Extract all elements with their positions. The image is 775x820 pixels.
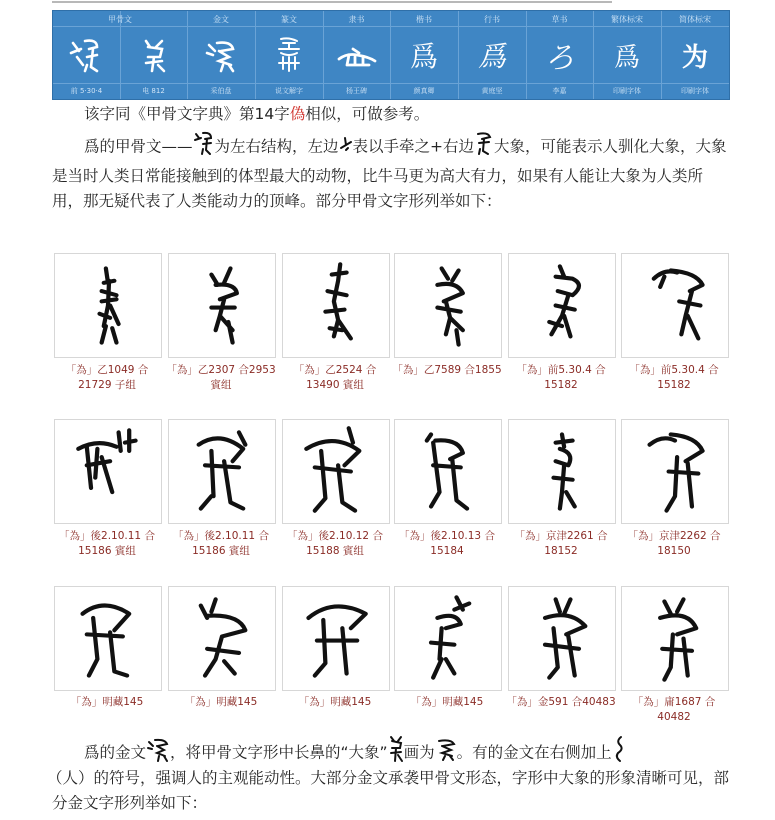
caption-line-1: 「為」京津2262 合 xyxy=(627,530,721,542)
caption-line-1: 「為」前5.30.4 合 xyxy=(516,364,606,376)
oracle-inline-glyph xyxy=(193,130,215,164)
banner-col-bronze xyxy=(187,11,256,99)
oracle-form-image[interactable] xyxy=(168,586,276,691)
oracle-form-image[interactable] xyxy=(394,586,502,691)
caption-line-2: 40482 xyxy=(657,711,691,723)
oracle-form-image[interactable] xyxy=(508,419,616,524)
banner-footer: 印刷字体 xyxy=(613,87,641,95)
banner-header: 楷书 xyxy=(416,15,432,24)
banner-header: 行书 xyxy=(484,15,500,24)
oracle-form-caption xyxy=(48,363,166,393)
caption-line-1: 「為」明藏145 xyxy=(410,696,484,708)
oracle-glyph-2 xyxy=(120,35,187,75)
regular-glyph: 爲 xyxy=(409,40,438,73)
oracle-form-image[interactable] xyxy=(508,586,616,691)
banner-header: 简体标宋 xyxy=(679,15,711,24)
oracle-form-image[interactable] xyxy=(282,253,390,358)
hand-inline-glyph xyxy=(339,134,353,160)
running-glyph: 爲 xyxy=(477,40,506,73)
oracle-form-image[interactable] xyxy=(621,253,729,358)
oracle-form-caption xyxy=(388,529,506,559)
oracle-form-caption xyxy=(162,363,280,393)
caption-line-2: 15182 xyxy=(544,379,578,391)
banner-footer: 说文解字 xyxy=(275,87,303,95)
caption-line-1: 「為」乙7589 合1855 xyxy=(392,364,502,376)
banner-header: 草书 xyxy=(551,15,568,24)
caption-line-1: 「為」明藏145 xyxy=(184,696,258,708)
banner-header: 甲骨文 xyxy=(108,15,132,24)
caption-line-1: 「為」明藏145 xyxy=(70,696,144,708)
caption-line-2: 13490 賓组 xyxy=(306,379,364,391)
caption-line-2: 15188 賓组 xyxy=(306,545,364,557)
banner-header: 隶书 xyxy=(348,15,365,24)
oracle-form-image[interactable] xyxy=(621,586,729,691)
traditional-glyph: 爲 xyxy=(613,42,640,73)
oracle-form-image[interactable] xyxy=(282,419,390,524)
caption-line-1: 「為」京津2261 合 xyxy=(514,530,608,542)
script-evolution-banner xyxy=(52,10,730,100)
oracle-form-caption xyxy=(502,695,620,710)
oracle-form-caption xyxy=(615,363,733,393)
oracle-form-image[interactable] xyxy=(394,253,502,358)
clerical-glyph xyxy=(323,35,390,75)
caption-line-1: 「為」庸1687 合 xyxy=(632,696,716,708)
oracle-form-caption xyxy=(162,529,280,559)
oracle-form-image[interactable] xyxy=(54,586,162,691)
caption-line-2: 15186 賓组 xyxy=(78,545,136,557)
caption-line-1: 「為」明藏145 xyxy=(298,696,372,708)
oracle-form-image[interactable] xyxy=(282,586,390,691)
oracle-form-image[interactable] xyxy=(168,419,276,524)
caption-line-2: 18150 xyxy=(657,545,691,557)
bronze-text-3: 画为 xyxy=(403,743,435,762)
oracle-paragraph xyxy=(52,130,732,214)
banner-col-running xyxy=(458,11,527,99)
oracle-text-1: 爲的甲骨文—— xyxy=(84,137,193,156)
banner-footer: 前 5·30·4 xyxy=(70,87,103,95)
oracle-text-2: 为左右结构，左边 xyxy=(214,137,339,156)
caption-line-2: 15184 xyxy=(430,545,464,557)
oracle-form-caption xyxy=(388,695,506,710)
oracle-form-caption xyxy=(162,695,280,710)
bronze-text-5: （人）的符号，强调人的主观能动性。大部分金文承袭甲骨文形态，字形中大象的形象清晰可见，部分金文字形列举如下： xyxy=(47,769,730,812)
banner-footer: 李嘉 xyxy=(552,87,567,95)
ref-suffix: 相似，可做参考。 xyxy=(305,105,430,123)
banner-footer: 杨王碑 xyxy=(346,87,367,95)
oracle-form-image[interactable] xyxy=(621,419,729,524)
bronze-text-4: 。有的金文在右侧加上 xyxy=(456,743,612,762)
caption-line-1: 「為」前5.30.4 合 xyxy=(629,364,719,376)
caption-line-1: 「為」乙2524 合 xyxy=(293,364,377,376)
seal-glyph xyxy=(255,35,323,75)
caption-line-1: 「為」金591 合40483 xyxy=(506,696,616,708)
banner-footer: 颜真卿 xyxy=(413,87,435,95)
ref-prefix: 该字同《甲骨文字典》第14字 xyxy=(84,105,290,123)
oracle-form-caption xyxy=(615,695,733,725)
caption-line-1: 「為」後2.10.13 合 xyxy=(399,530,495,542)
oracle-form-caption xyxy=(388,363,506,378)
elephant-bronze-inline-glyph xyxy=(435,737,457,769)
oracle-form-image[interactable] xyxy=(168,253,276,358)
simplified-glyph: 为 xyxy=(681,42,708,73)
banner-col-clerical xyxy=(323,11,391,99)
oracle-form-caption xyxy=(276,363,394,393)
banner-footer: 印刷字体 xyxy=(681,87,709,95)
oracle-text-3: 表以手牵之+右边 xyxy=(352,137,475,156)
banner-footer: 黄庭坚 xyxy=(481,87,503,95)
oracle-form-caption xyxy=(502,529,620,559)
caption-line-1: 「為」後2.10.11 合 xyxy=(59,530,155,542)
oracle-text-4: 大象，可能表示人驯化大象，大象是当时人类日常能接触到的体型最大的动物，比牛马更为高大有力，如果有人能让大象为人类所用，那无疑代表了人类能动力的顶峰。部分甲骨文字形列举如下： xyxy=(52,137,727,210)
banner-col-seal xyxy=(255,11,324,99)
bronze-glyph xyxy=(187,35,255,75)
caption-line-2: 賓组 xyxy=(210,379,232,391)
banner-col-traditional xyxy=(593,11,662,99)
oracle-form-image[interactable] xyxy=(54,253,162,358)
oracle-form-caption xyxy=(615,529,733,559)
caption-line-1: 「為」後2.10.11 合 xyxy=(173,530,269,542)
caption-line-1: 「為」後2.10.12 合 xyxy=(287,530,383,542)
banner-header: 繁体标宋 xyxy=(611,15,643,24)
banner-col-cursive xyxy=(526,11,594,99)
oracle-form-caption xyxy=(276,695,394,710)
clipped-previous-line xyxy=(52,0,732,9)
caption-line-2: 18152 xyxy=(544,545,578,557)
oracle-form-caption xyxy=(276,529,394,559)
oracle-glyph-1 xyxy=(53,35,120,75)
oracle-form-image[interactable] xyxy=(54,419,162,524)
elephant-inline-glyph xyxy=(474,131,494,163)
oracle-form-caption xyxy=(48,529,166,559)
reference-paragraph xyxy=(52,102,732,127)
bronze-text-1: 爲的金文 xyxy=(84,743,147,762)
ref-highlight-link[interactable]: 偽 xyxy=(289,105,306,123)
oracle-form-caption xyxy=(502,363,620,393)
banner-header: 金文 xyxy=(213,15,229,24)
caption-line-1: 「為」乙2307 合2953 xyxy=(166,364,276,376)
caption-line-2: 15182 xyxy=(657,379,691,391)
banner-col-regular xyxy=(390,11,459,99)
clipped-text-tops xyxy=(52,0,732,9)
bronze-text-2: ，将甲骨文字形中长鼻的“大象” xyxy=(170,743,388,762)
oracle-form-image[interactable] xyxy=(508,253,616,358)
oracle-form-image[interactable] xyxy=(394,419,502,524)
banner-footer: 电 812 xyxy=(142,87,165,95)
caption-line-2: 15186 賓组 xyxy=(192,545,250,557)
banner-col-oracle-2 xyxy=(120,11,188,99)
banner-header: 篆文 xyxy=(281,15,297,24)
cursive-glyph: ろ xyxy=(544,41,575,76)
oracle-form-caption xyxy=(48,695,166,710)
bronze-paragraph-cont xyxy=(47,766,732,816)
bronze-inline-glyph xyxy=(146,736,170,770)
banner-col-simplified xyxy=(661,11,729,99)
caption-line-1: 「為」乙1049 合 xyxy=(65,364,149,376)
banner-col-oracle-1 xyxy=(53,11,132,99)
banner-footer: 采伯盘 xyxy=(210,87,232,95)
caption-line-2: 21729 子组 xyxy=(78,379,136,391)
